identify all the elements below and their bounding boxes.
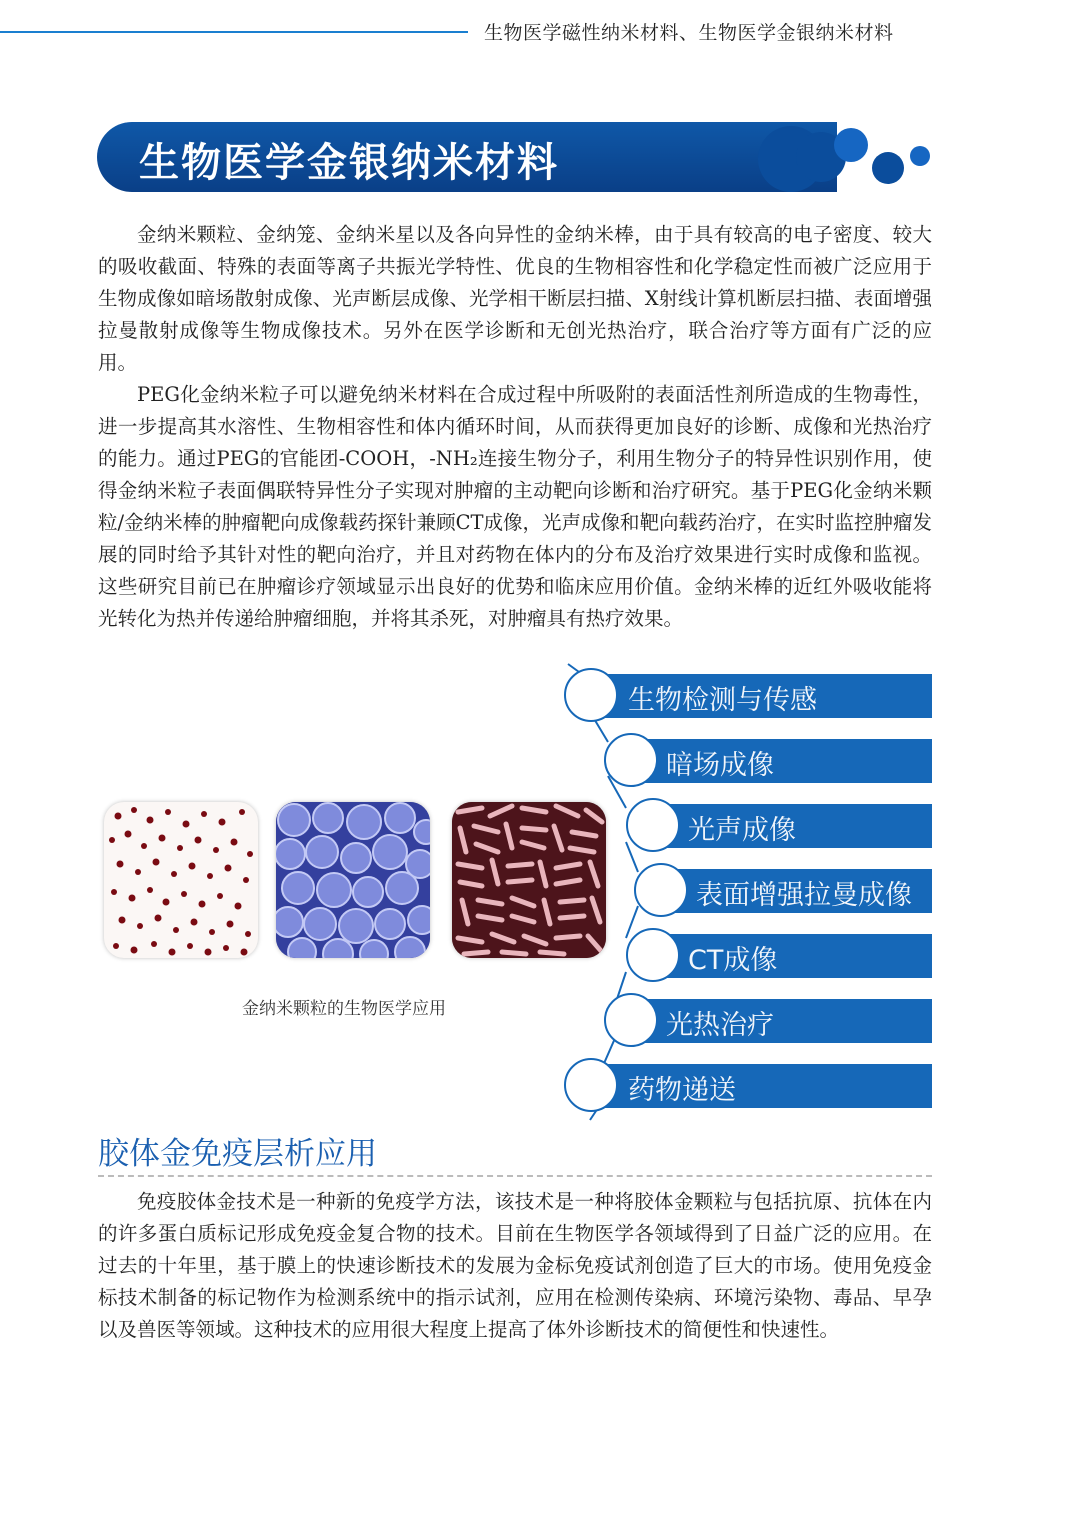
banner-bubble	[834, 128, 868, 162]
application-bullet	[604, 993, 658, 1047]
banner-bubble	[872, 152, 904, 184]
section-divider	[98, 1175, 932, 1177]
application-item	[626, 804, 932, 848]
running-header: 生物医学磁性纳米材料、生物医学金银纳米材料	[484, 22, 894, 44]
banner-bubble	[910, 146, 930, 166]
application-label: 表面增强拉曼成像	[696, 880, 912, 911]
section-banner	[97, 122, 837, 192]
paragraph-colloidal-gold: 免疫胶体金技术是一种新的免疫学方法，该技术是一种将胶体金颗粒与包括抗原、抗体在内的许多蛋白质标记形成免疫金复合物的技术。目前在生物医学各领域得到了日益广泛的应用。在过去的十年里，基于膜上的快速诊断技术的发展为金标免疫试剂创造了巨大的市场。使用免疫金标技术制备的标记物作为检测系统中的指示试剂，应用在检测传染病、环境污染物、毒品、早孕以及兽医等领域。这种技术的应用很大程度上提高了体外诊断技术的简便性和快速性。	[98, 1190, 932, 1341]
application-bullet	[626, 798, 680, 852]
paragraph-peg: PEG化金纳米粒子可以避免纳米材料在合成过程中所吸附的表面活性剂所造成的生物毒性，进一步提高其水溶性、生物相容性和体内循环时间，从而获得更加良好的诊断、成像和光热治疗的能力。通过PEG的官能团-COOH，-NH₂连接生物分子，利用生物分子的特异性识别作用，使得金纳米粒子表面偶联特异性分子实现对肿瘤的主动靶向诊断和治疗研究。基于PEG化金纳米颗粒/金纳米棒的肿瘤靶向成像载药探针兼顾CT成像，光声成像和靶向载药治疗，在实时监控肿瘤发展的同时给予其针对性的靶向治疗，并且对药物在体内的分布及治疗效果进行实时成像和监视。这些研究目前已在肿瘤诊疗领域显示出良好的优势和临床应用价值。金纳米棒的近红外吸收能将光转化为热并传递给肿瘤细胞，并将其杀死，对肿瘤具有热疗效果。	[98, 383, 932, 630]
application-item	[604, 999, 932, 1043]
application-bullet	[564, 1058, 618, 1112]
application-item	[564, 1064, 932, 1108]
gold-nanocages-image	[276, 802, 430, 958]
application-item	[634, 869, 932, 913]
banner-title: 生物医学金银纳米材料	[139, 140, 559, 186]
paragraph-intro: 金纳米颗粒、金纳笼、金纳米星以及各向异性的金纳米棒，由于具有较高的电子密度、较大的吸收截面、特殊的表面等离子共振光学特性、优良的生物相容性和化学稳定性而被广泛应用于生物成像如暗场散射成像、光声断层成像、光学相干断层扫描、X射线计算机断层扫描、表面增强拉曼散射成像等生物成像技术。另外在医学诊断和无创光热治疗，联合治疗等方面有广泛的应用。	[98, 223, 932, 374]
application-label: CT成像	[688, 945, 778, 976]
application-label: 药物递送	[628, 1075, 736, 1106]
header-rule	[0, 31, 468, 33]
figure-caption: 金纳米颗粒的生物医学应用	[242, 999, 446, 1019]
application-item	[564, 674, 932, 718]
application-bullet	[604, 733, 658, 787]
application-label: 生物检测与传感	[628, 685, 817, 716]
application-label: 光声成像	[688, 815, 796, 846]
application-label: 暗场成像	[666, 750, 774, 781]
application-bullet	[634, 863, 688, 917]
figure-photos	[104, 802, 608, 962]
application-label: 光热治疗	[666, 1010, 774, 1041]
gold-nanoparticles-image	[104, 802, 258, 958]
section-title: 胶体金免疫层析应用	[98, 1136, 377, 1172]
application-bullet	[564, 668, 618, 722]
application-item	[626, 934, 932, 978]
application-item	[604, 739, 932, 783]
application-bullet	[626, 928, 680, 982]
